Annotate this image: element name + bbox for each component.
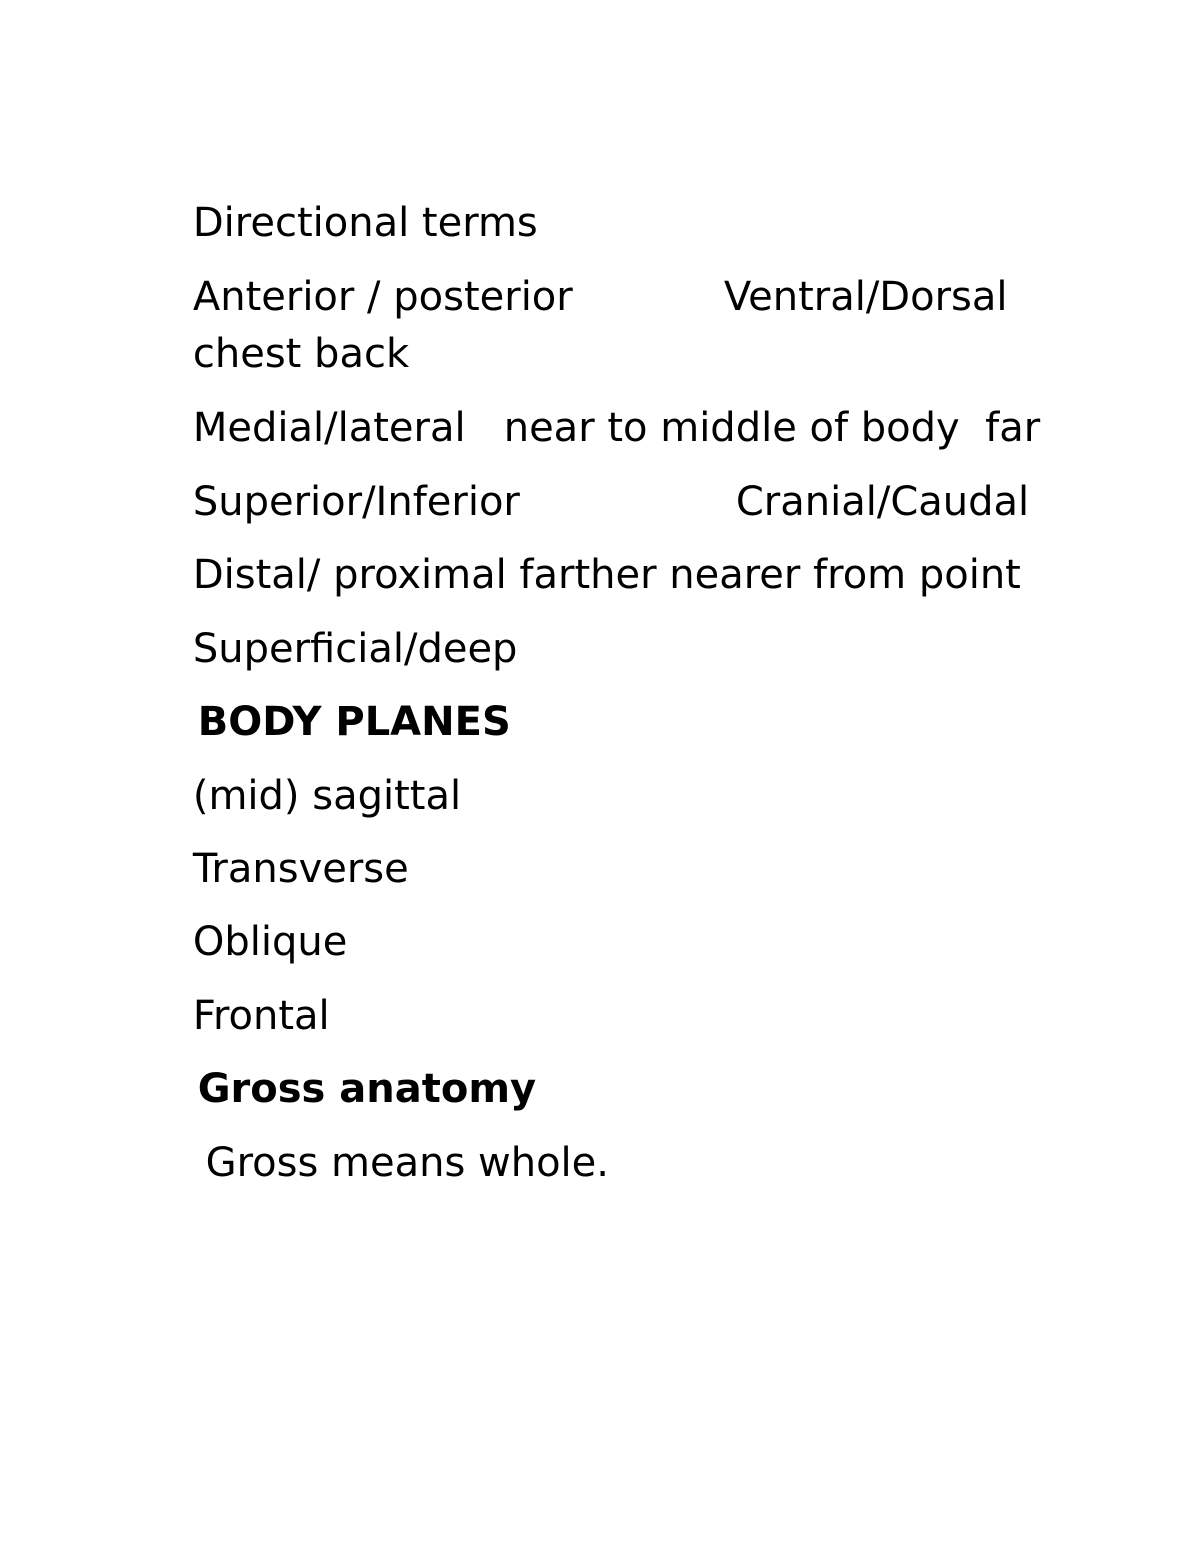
term-superficial-deep: Superficial/deep [192, 626, 518, 672]
text-gross-means-whole: Gross means whole. [192, 1140, 609, 1186]
term-distal-proximal: Distal/ proximal farther nearer from point [192, 552, 1021, 598]
heading-gross-anatomy-text: Gross anatomy [197, 1066, 537, 1112]
term-medial-lateral: Medial/lateral near to middle of body far [192, 405, 1041, 451]
term-superior-inferior: Superior/Inferior [192, 479, 520, 525]
plane-oblique: Oblique [192, 919, 348, 965]
term-cranial-caudal: Cranial/Caudal [735, 479, 1030, 525]
term-anterior-posterior: Anterior / posterior [192, 274, 573, 320]
plane-mid-sagittal: (mid) sagittal [192, 773, 462, 819]
plane-frontal: Frontal [192, 993, 330, 1039]
term-ventral-dorsal: Ventral/Dorsal [723, 274, 1008, 320]
line-gross-means-whole-row [142, 1076, 609, 1250]
heading-body-planes-text: BODY PLANES [197, 699, 511, 745]
plane-transverse: Transverse [192, 846, 409, 892]
line-directional-terms: Directional terms [192, 200, 538, 246]
term-chest-back: chest back [192, 331, 410, 377]
